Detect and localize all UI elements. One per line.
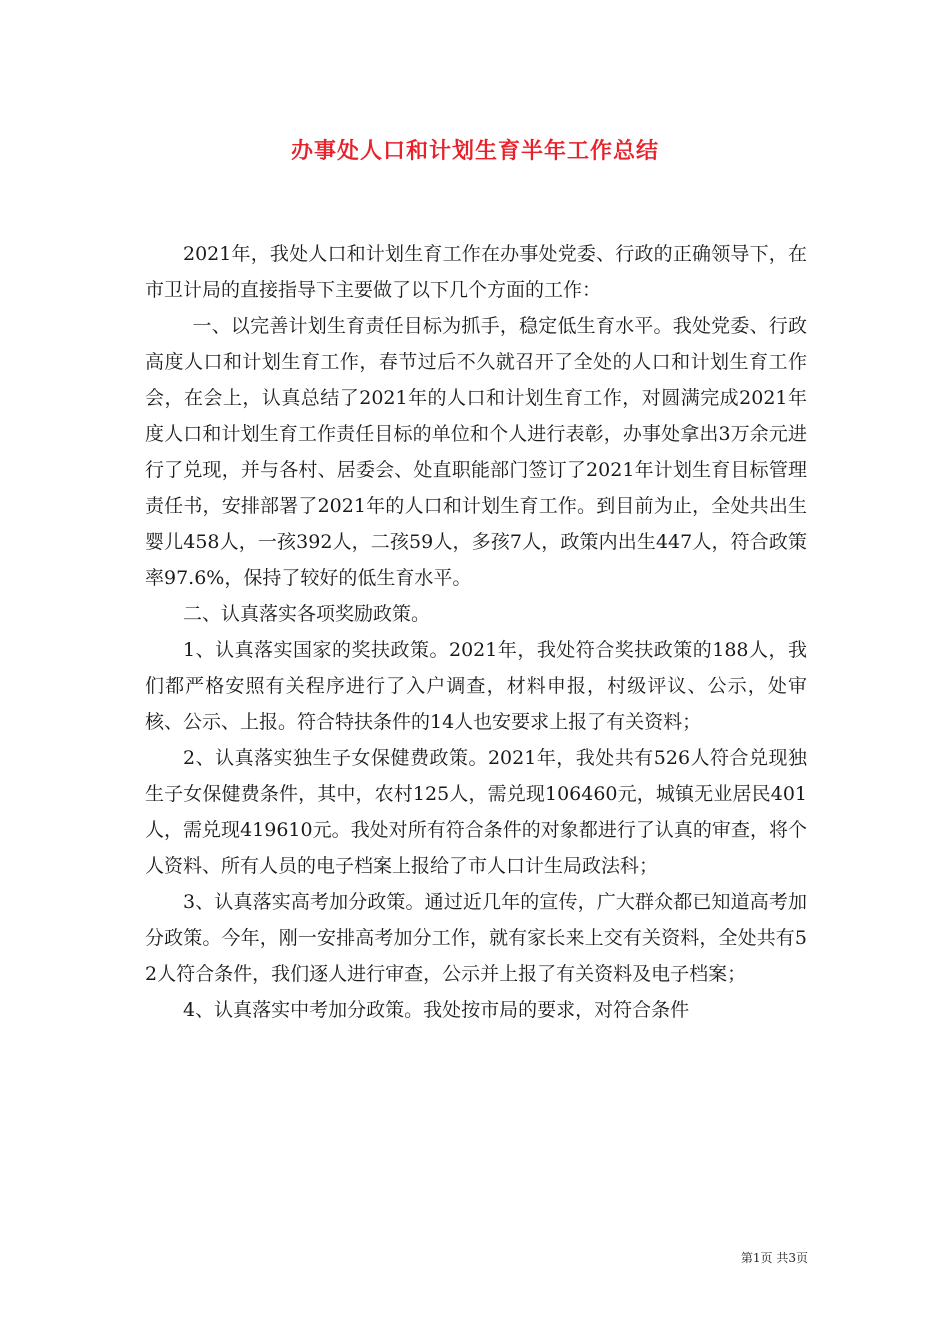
document-title: 办事处人口和计划生育半年工作总结 xyxy=(290,138,659,164)
page-number: 第1页 共3页 xyxy=(740,1251,808,1265)
paragraph-section-1: 一、以完善计划生育责任目标为抓手，稳定低生育水平。我处党委、行政高度人口和计划生育工作，春节过后不久就召开了全处的人口和计划生育工作会，在会上，认真总结了2021年的人口和计划生育工作，对圆满完成2021年度人口和计划生育工作责任目标的单位和个人进行表彰，办事处拿出3万余元进行了兑现，并与各村、居委会、处直职能部门签订了2021年计划生育目标管理责任书，安排部署了2021年的人口和计划生育工作。到目前为止，全处共出生婴儿458人，一孩392人，二孩59人，多孩7人，政策内出生447人，符合政策率97.6%，保持了较好的低生育水平。 xyxy=(145,315,807,589)
paragraph-item-4: 4、认真落实中考加分政策。我处按市局的要求，对符合条件 xyxy=(183,999,690,1021)
paragraph-item-2: 2、认真落实独生子女保健费政策。2021年，我处共有526人符合兑现独生子女保健费条件，其中，农村125人，需兑现106460元，城镇无业居民401人，需兑现419610元。我处对所有符合条件的对象都进行了认真的审查，将个人资料、所有人员的电子档案上报给了市人口计生局政法科； xyxy=(145,747,807,877)
paragraph-item-1: 1、认真落实国家的奖扶政策。2021年，我处符合奖扶政策的188人，我们都严格安照有关程序进行了入户调查，材料申报，村级评议、公示，处审核、公示、上报。符合特扶条件的14人也安要求上报了有关资料； xyxy=(145,639,807,733)
paragraph-intro: 2021年，我处人口和计划生育工作在办事处党委、行政的正确领导下，在市卫计局的直接指导下主要做了以下几个方面的工作： xyxy=(145,243,807,301)
paragraph-item-3: 3、认真落实高考加分政策。通过近几年的宣传，广大群众都已知道高考加分政策。今年，刚一安排高考加分工作，就有家长来上交有关资料，全处共有52人符合条件，我们逐人进行审查，公示并上报了有关资料及电子档案； xyxy=(145,891,807,985)
paragraph-section-2-heading: 二、认真落实各项奖励政策。 xyxy=(183,603,431,625)
document-body xyxy=(145,236,807,1028)
